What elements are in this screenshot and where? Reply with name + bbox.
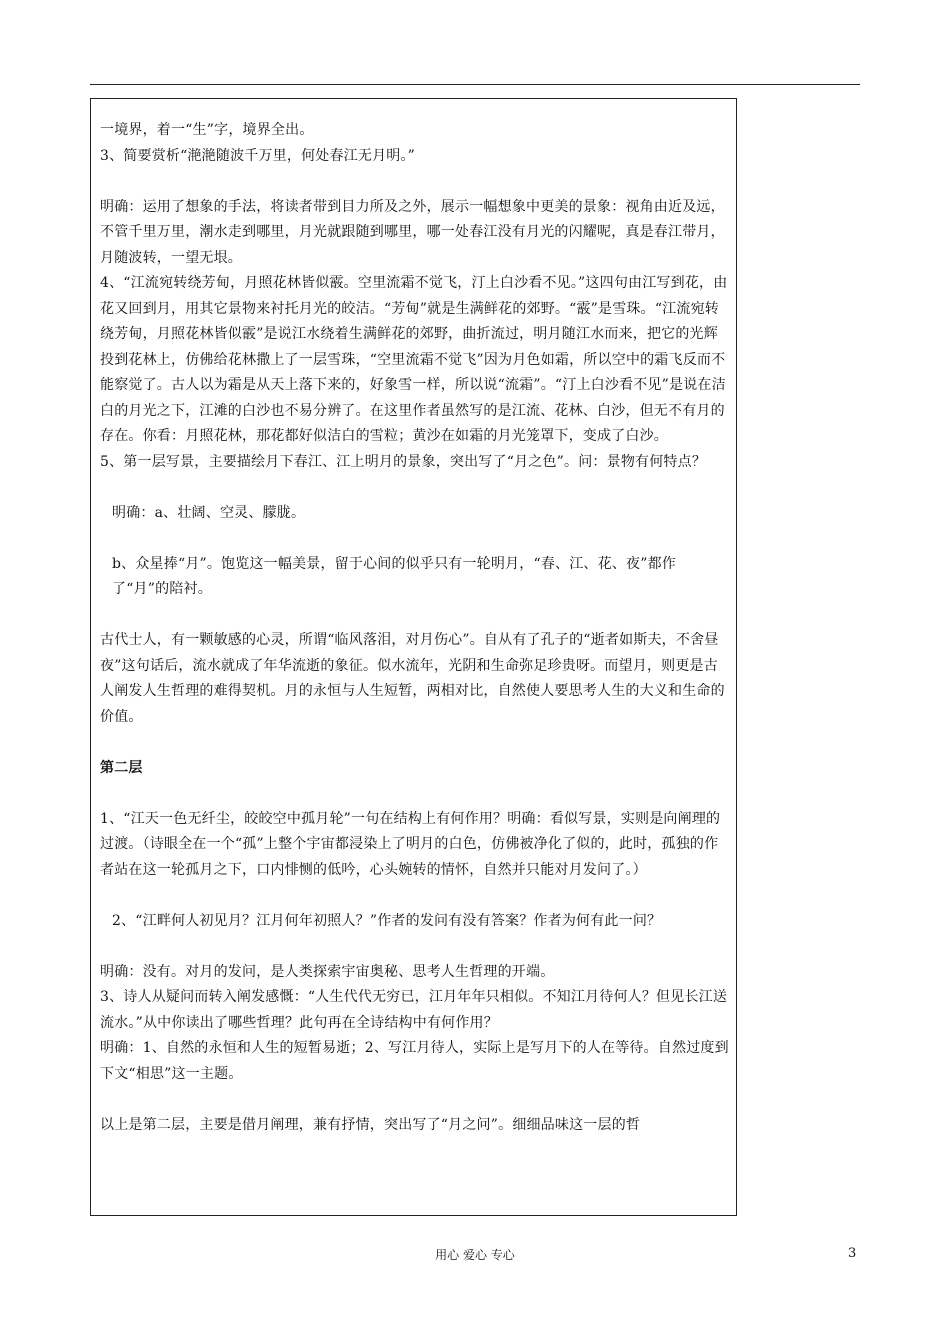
section-heading: 第二层 (100, 759, 143, 776)
footer-motto: 用心 爱心 专心 (435, 1248, 515, 1262)
paragraph: b、众星捧“月”。饱览这一幅美景，留于心间的似乎只有一轮明月，“春、江、花、夜”都作了“月”的陪衬。 (112, 555, 676, 597)
paragraph: 3、诗人从疑问而转入阐发感慨：“人生代代无穷已，江月年年只相似。不知江月待何人？但见长江送流水。”从中你读出了哪些哲理？此句再在全诗结构中有何作用？ (100, 989, 728, 1031)
paragraph: 明确：1、自然的永恒和人生的短暂易逝；2、写江月待人，实际上是写月下的人在等待。自然过度到下文“相思”这一主题。 (100, 1040, 729, 1082)
paragraph: 一境界，着一“生”字，境界全出。 (100, 122, 314, 138)
paragraph-gap (100, 526, 730, 552)
text-frame (90, 98, 737, 1216)
paragraph-gap (100, 169, 730, 195)
paragraph: 2、“江畔何人初见月？江月何年初照人？”作者的发问有没有答案？作者为何有此一问？ (112, 912, 662, 929)
paragraph: 5、第一层写景，主要描绘月下春江、江上明月的景象，突出写了“月之色”。问：景物有何特点？ (100, 453, 707, 470)
paragraph: 古代士人，有一颗敏感的心灵，所谓“临风落泪，对月伤心”。自从有了孔子的“逝者如斯夫，不舍昼夜”这句话后，流水就成了年华流逝的象征。似水流年，光阴和生命弥足珍贵呀。而望月，则更是古人阐发人生哲理的难得契机。月的永恒与人生短暂，两相对比，自然使人要思考人生的大义和生命的价值。 (100, 632, 725, 725)
paragraph-gap (100, 603, 730, 629)
paragraph-gap (100, 781, 730, 807)
paragraph: 4、“江流宛转绕芳甸，月照花林皆似霰。空里流霜不觉飞，汀上白沙看不见。”这四句由江写到花，由花又回到月，用其它景物来衬托月光的皎洁。“芳甸”就是生满鲜花的郊野。“霰”是雪珠。“江流宛转绕芳甸，月照花林皆似霰”是说江水绕着生满鲜花的郊野，曲折流过，明月随江水而来，把它的光辉投到花林上，仿佛给花林撒上了一层雪珠，“空里流霜不觉飞”因为月色如霜，所以空中的霜飞反而不能察觉了。古人以为霜是从天上落下来的，好象雪一样，所以说“流霜”。“汀上白沙看不见”是说在洁白的月光之下，江滩的白沙也不易分辨了。在这里作者虽然写的是江流、花林、白沙，但无不有月的存在。你看：月照花林，那花都好似洁白的雪粒；黄沙在如霜的月光笼罩下，变成了白沙。 (100, 275, 728, 444)
paragraph: 明确：运用了想象的手法，将读者带到目力所及之外，展示一幅想象中更美的景象：视角由近及远，不管千里万里，潮水走到哪里，月光就跟随到哪里，哪一处春江没有月光的闪耀呢，真是春江带月，月随波转，一望无垠。 (100, 198, 725, 266)
paragraph-gap (100, 730, 730, 756)
paragraph-gap (100, 934, 730, 960)
paragraph: 明确：a、壮阔、空灵、朦胧。 (112, 504, 306, 521)
header-rule (90, 84, 860, 85)
paragraph-gap (100, 475, 730, 501)
document-body (100, 118, 730, 1138)
paragraph: 1、“江天一色无纤尘，皎皎空中孤月轮”一句在结构上有何作用？明确：看似写景，实则是向阐理的过渡。（诗眼全在一个“孤”上整个宇宙都浸染上了明月的白色，仿佛被净化了似的，此时，孤独的作者站在这一轮孤月之下，口内悱恻的低吟，心头婉转的情怀，自然并只能对月发问了。） (100, 810, 721, 878)
paragraph-gap (100, 883, 730, 909)
paragraph: 以上是第二层，主要是借月阐理，兼有抒情，突出写了“月之问”。细细品味这一层的哲 (100, 1116, 641, 1133)
paragraph: 3、简要赏析“滟滟随波千万里，何处春江无月明。” (100, 147, 416, 164)
paragraph: 明确：没有。对月的发问，是人类探索宇宙奥秘、思考人生哲理的开端。 (100, 963, 555, 980)
paragraph-gap (100, 1087, 730, 1113)
page-number: 3 (848, 1246, 857, 1261)
